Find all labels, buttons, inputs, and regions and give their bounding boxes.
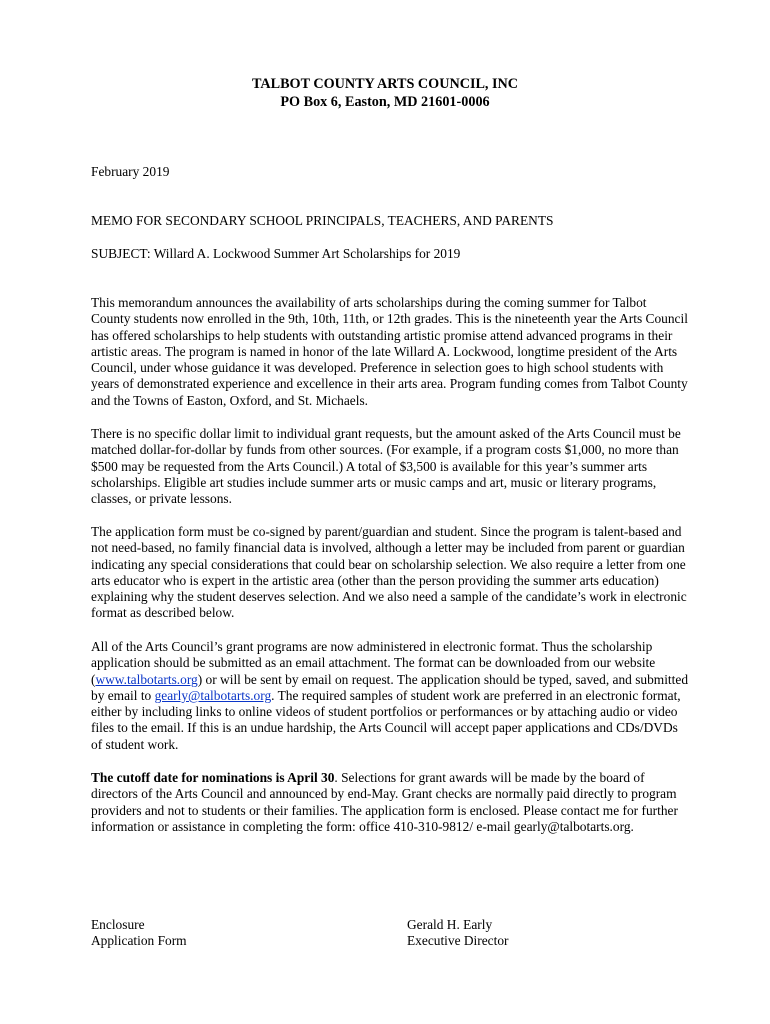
memo-line: MEMO FOR SECONDARY SCHOOL PRINCIPALS, TEACHERS, AND PARENTS — [91, 213, 554, 228]
paragraph-cutoff — [91, 770, 689, 835]
paragraph-submission — [91, 639, 689, 753]
paragraph-text — [91, 770, 689, 835]
paragraph-announcement — [91, 295, 689, 409]
enclosure-block — [91, 917, 187, 950]
paragraph-text: The application form must be co-signed by parent/guardian and student. Since the program is talent-based and not need-based, no family financial data is involved, although a letter may be included from parent or guardian indicating any special considerations that could bear on scholarship selection. We also require a letter from one arts educator who is expert in the artistic area (other than the person providing the summer arts education) explaining why the student deserves selection. And we also need a sample of the candidate’s work in electronic format as described below. — [91, 524, 687, 621]
website-link[interactable]: www.talbotarts.org — [95, 671, 198, 687]
email-link[interactable]: gearly@talbotarts.org — [154, 687, 272, 703]
signer-name: Gerald H. Early — [407, 917, 493, 932]
paragraph-text: This memorandum announces the availability of arts scholarships during the coming summer for Talbot County students now enrolled in the 9th, 10th, 11th, or 12th grades. This is the nineteenth year the Arts Council has offered scholarships to help students with outstanding artistic promise attend advanced programs in their artistic areas. The program is named in honor of the late Willard A. Lockwood, longtime president of the Arts Council, under whose guidance it was developed. Preference in selection goes to high school students with years of demonstrated experience and excellence in their arts area. Program funding comes from Talbot County and the Towns of Easton, Oxford, and St. Michaels. — [91, 295, 688, 408]
paragraph-requirements — [91, 524, 689, 622]
org-address: PO Box 6, Easton, MD 21601-0006 — [280, 93, 490, 110]
enclosure-item: Application Form — [91, 933, 187, 949]
paragraph-text: There is no specific dollar limit to individual grant requests, but the amount asked of the Arts Council must be matched dollar-for-dollar by funds from other sources. (For example, if a program costs $1,000, no more than $500 may be requested from the Arts Council.) A total of $3,500 is available for this year’s summer arts scholarships. Eligible art studies include summer arts or music camps and art, music or literary programs, classes, or private lessons. — [91, 426, 681, 507]
signature-block — [407, 917, 509, 950]
org-name: TALBOT COUNTY ARTS COUNCIL, INC — [251, 76, 519, 92]
paragraph-funding — [91, 426, 689, 507]
submission-text-2: ) or will be sent by email on request. The application should be typed, saved, and submitted by email to — [91, 671, 689, 703]
cutoff-date-bold: The cutoff date for nominations is April 30 — [91, 770, 335, 785]
letterhead — [0, 76, 770, 111]
paragraph-text — [91, 639, 689, 753]
memo-date: February 2019 — [91, 164, 170, 179]
cutoff-text: . Selections for grant awards will be made by the board of directors of the Arts Council and announced by end-May. Grant checks are normally paid directly to program providers and not to students or their families. The application form is enclosed. Please contact me for further information or assistance in completing the form: office 410-310-9812/ e-mail gearly@talbotarts.org. — [91, 770, 678, 834]
submission-text-3: . The required samples of student work are preferred in an electronic format, either by including links to online videos of student portfolios or performances or by attaching audio or video files to the email. If this is an undue hardship, the Arts Council will accept paper applications and CDs/DVDs of student work. — [91, 687, 681, 752]
submission-text-1: All of the Arts Council’s grant programs are now administered in electronic format. Thus the scholarship application should be submitted as an email attachment. The format can be downloaded from our website ( — [91, 639, 656, 687]
subject-line: SUBJECT: Willard A. Lockwood Summer Art Scholarships for 2019 — [91, 246, 461, 261]
signer-title: Executive Director — [407, 933, 509, 949]
enclosure-label: Enclosure — [91, 917, 145, 932]
